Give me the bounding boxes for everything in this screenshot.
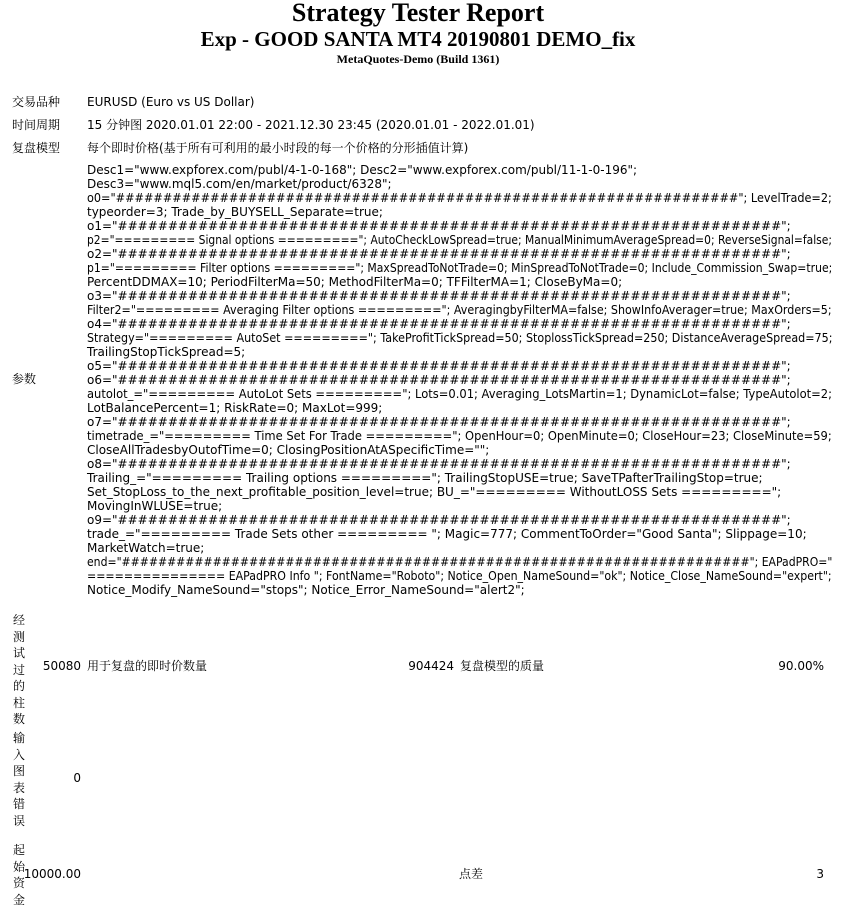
spread-value: 3 [816,867,824,881]
parameter-line: o7="##################################################################"; [87,415,791,429]
parameter-line: p1="========= Filter options ========="; MaxSpreadToNotTrade=0; MinSpreadToNotTrade=0; Include_Commission_Swap=true; [87,261,833,275]
quality-value: 90.00% [778,659,824,673]
parameter-line: o2="##################################################################"; [87,247,791,261]
parameter-line: PercentDDMAX=10; PeriodFilterMa=50; MethodFilterMa=0; TFFilterMA=1; CloseByMa=0; [87,275,623,289]
parameter-line: trade_="========= Trade Sets other ========= "; Magic=777; CommentToOrder="Good Santa"; Slippage=10; [87,527,807,541]
parameters-label: 参数 [12,372,37,386]
errors-value: 0 [73,771,81,785]
parameter-line: end="#####################################################################"; EAPadPRO=" [87,555,833,569]
parameter-line: MovingInWLUSE=true; [87,499,223,513]
report-title: Strategy Tester Report [291,0,545,27]
period-value: 15 分钟图 2020.01.01 22:00 - 2021.12.30 23:45 (2020.01.01 - 2022.01.01) [87,118,535,132]
period-label: 时间周期 [12,118,61,132]
parameter-line: p2="========= Signal options ========="; AutoCheckLowSpread=true; ManualMinimumAverageSpread=0; ReverseSignal=false; [87,233,832,247]
errors-label: 输入图表错误 [12,731,25,828]
parameters-value [87,163,832,597]
parameter-line: Set_StopLoss_to_the_next_profitable_position_level=true; BU_="========= WithoutLOSS Sets ========="; [87,485,782,499]
model-value: 每个即时价格(基于所有可利用的最小时段的每一个价格的分形插值计算) [87,141,469,155]
parameter-line: MarketWatch=true; [87,541,205,555]
parameter-line: Notice_Modify_NameSound="stops"; Notice_Error_NameSound="alert2"; [87,583,525,597]
deposit-value: 10000.00 [23,867,81,881]
parameter-line: typeorder=3; Trade_by_BUYSELL_Separate=true; [87,205,383,219]
parameter-line: CloseAllTradesbyOutofTime=0; ClosingPositionAtASpecificTime=""; [87,443,490,457]
parameter-line: TrailingStopTickSpread=5; [87,345,246,359]
expert-name: Exp - GOOD SANTA MT4 20190801 DEMO_fix [200,27,636,51]
model-label: 复盘模型 [12,141,61,155]
parameter-line: Trailing_="========= Trailing options ========="; TrailingStopUSE=true; SaveTPafterTrailingStop=true; [87,471,763,485]
spread-label: 点差 [459,867,484,881]
parameter-line: o1="##################################################################"; [87,219,791,233]
symbol-label: 交易品种 [12,95,61,109]
parameter-line: Desc3="www.mql5.com/en/market/product/6328"; [87,177,392,191]
parameter-line: =============== EAPadPRO Info "; FontName="Roboto"; Notice_Open_NameSound="ok"; Notice_Close_NameSound="expert"; [87,569,832,583]
deposit-label: 起始资金 [12,843,25,907]
bars-label: 经测试过的柱数 [12,613,25,726]
ticks-value: 904424 [408,659,454,673]
symbol-value: EURUSD (Euro vs US Dollar) [87,95,255,109]
ticks-label: 用于复盘的即时价数量 [87,659,208,673]
parameter-line: Desc1="www.expforex.com/publ/4-1-0-168"; Desc2="www.expforex.com/publ/11-1-0-196"; [87,163,638,177]
parameter-line: o4="##################################################################"; [87,317,791,331]
parameter-line: o5="##################################################################"; [87,359,791,373]
parameter-line: autolot_="========= AutoLot Sets ========="; Lots=0.01; Averaging_LotsMartin=1; DynamicLot=false; TypeAutolot=2; [87,387,833,401]
parameter-line: Filter2="========= Averaging Filter options ========="; AveragingbyFilterMA=false; ShowInfoAverager=true; MaxOrders=5; [87,303,832,317]
parameter-line: LotBalancePercent=1; RiskRate=0; MaxLot=999; [87,401,383,415]
parameter-line: o8="##################################################################"; [87,457,791,471]
parameter-line: timetrade_="========= Time Set For Trade ========="; OpenHour=0; OpenMinute=0; CloseHour=23; CloseMinute=59; [87,429,832,443]
parameter-line: o6="##################################################################"; [87,373,791,387]
parameter-line: o9="##################################################################"; [87,513,791,527]
parameter-line: o3="##################################################################"; [87,289,791,303]
bars-value: 50080 [42,659,81,673]
server-info: MetaQuotes-Demo (Build 1361) [336,52,500,66]
parameter-line: o0="##################################################################"; LevelTrade=2; [87,191,832,205]
quality-label: 复盘模型的质量 [460,659,545,673]
parameter-line: Strategy="========= AutoSet ========="; TakeProfitTickSpread=50; StoplossTickSpread=250; DistanceAverageSpread=75; [87,331,833,345]
